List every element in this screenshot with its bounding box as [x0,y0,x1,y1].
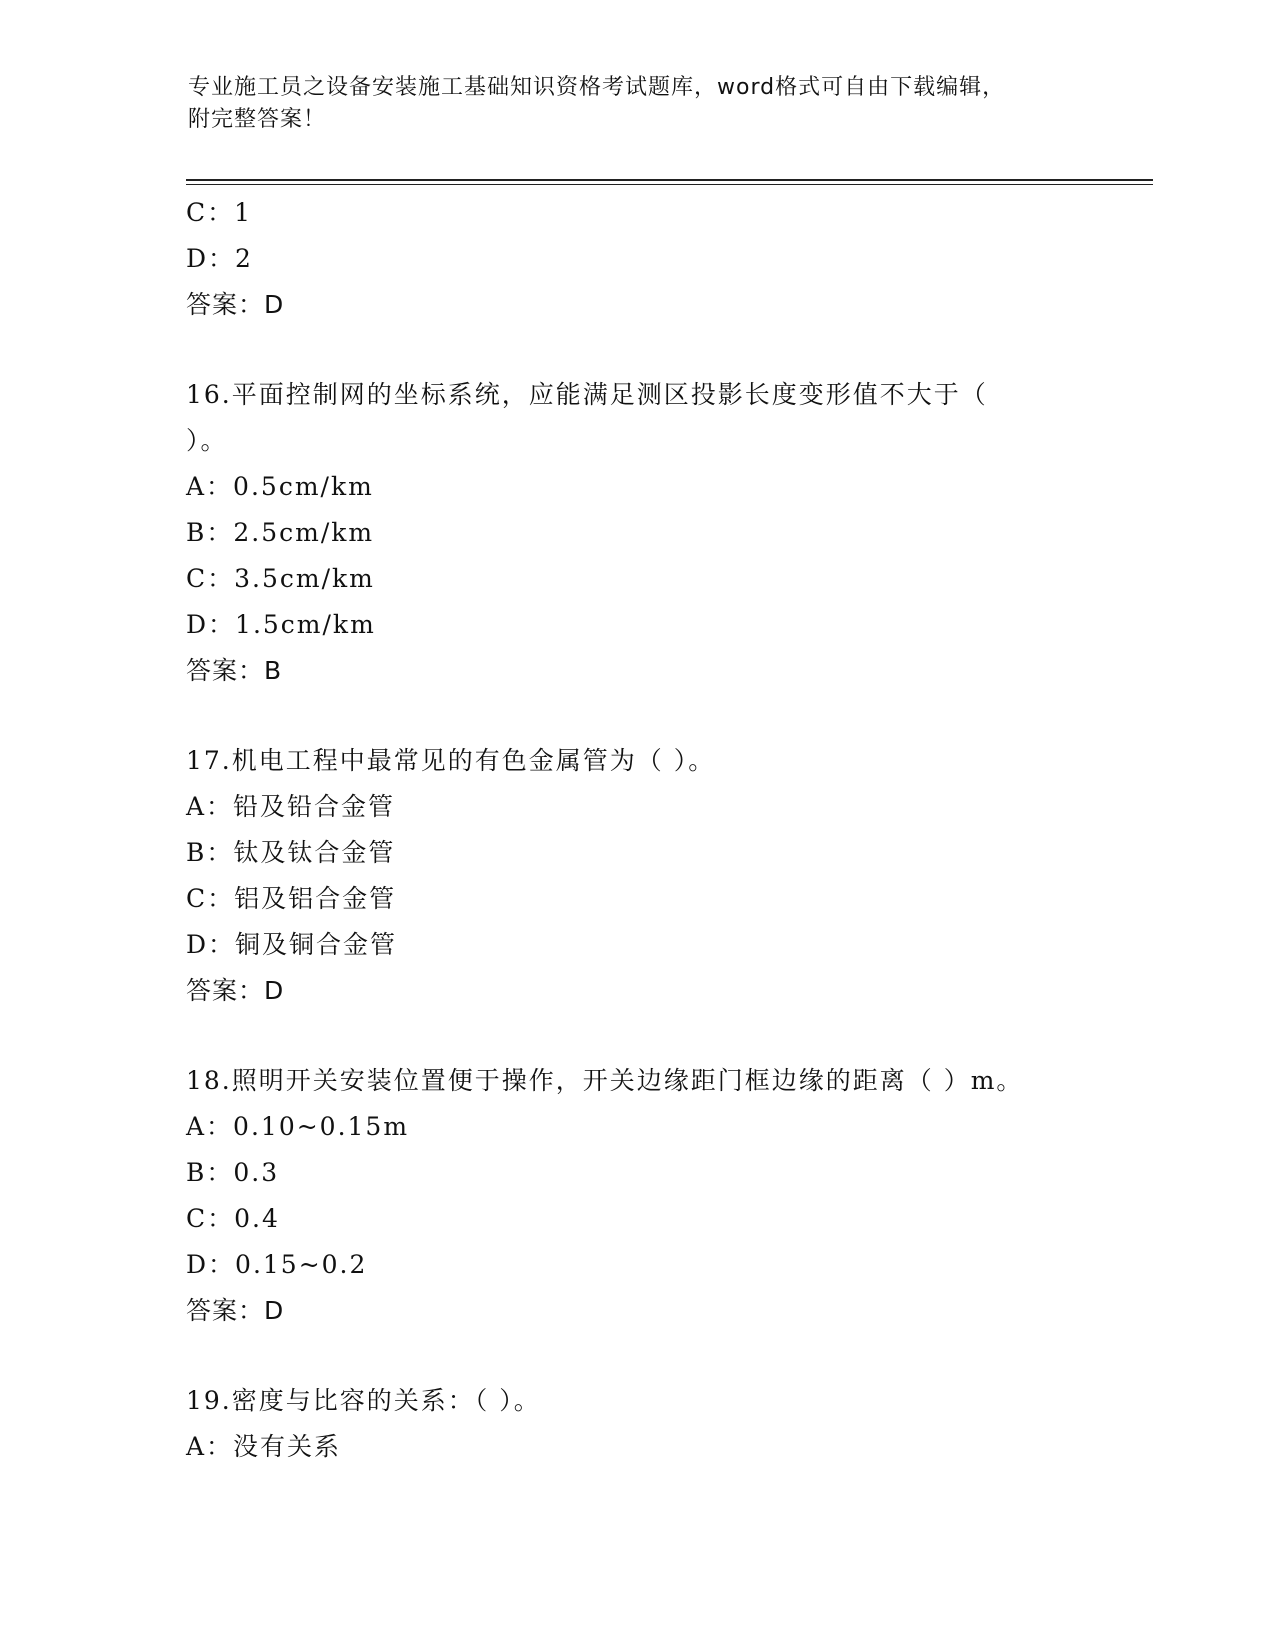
option-d: D：1.5cm/km [186,610,376,639]
option-c: C：0.4 [186,1204,280,1233]
option-d: D：2 [186,244,253,273]
option-a: A：没有关系 [186,1432,342,1461]
option-c: C：3.5cm/km [186,564,375,593]
answer-line: 答案：D [186,1296,285,1325]
answer-line: 答案：D [186,290,285,319]
option-d: D：铜及铜合金管 [186,930,398,959]
question-content [186,190,1146,1470]
spacer [186,328,1146,372]
header-line-1: 专业施工员之设备安装施工基础知识资格考试题库，word格式可自由下载编辑， [188,75,1006,100]
question-block-prev [186,190,1146,328]
question-stem: 18.照明开关安装位置便于操作，开关边缘距门框边缘的距离（ ）m。 [186,1066,1024,1095]
option-a: A：铅及铅合金管 [186,792,396,821]
option-c: C：铝及铝合金管 [186,884,397,913]
option-a: A：0.5cm/km [186,472,374,501]
question-stem: 19.密度与比容的关系：（ ）。 [186,1386,541,1415]
option-b: B：钛及钛合金管 [186,838,396,867]
question-stem: 17.机电工程中最常见的有色金属管为（ ）。 [186,746,716,775]
question-block-18 [186,1058,1146,1334]
option-b: B：0.3 [186,1158,280,1187]
spacer [186,694,1146,738]
spacer [186,1334,1146,1378]
question-block-17 [186,738,1146,1014]
header-divider-thin [186,184,1153,185]
question-block-16 [186,372,1146,694]
document-header [188,72,1088,136]
option-a: A：0.10~0.15m [186,1112,410,1141]
header-divider-thick [186,179,1153,181]
answer-line: 答案：B [186,656,283,685]
header-line-2: 附完整答案！ [188,107,327,132]
option-c: C：1 [186,198,253,227]
question-stem-continued: ）。 [186,426,228,455]
option-d: D：0.15~0.2 [186,1250,368,1279]
question-stem: 16.平面控制网的坐标系统，应能满足测区投影长度变形值不大于（ [186,380,988,409]
option-b: B：2.5cm/km [186,518,375,547]
spacer [186,1014,1146,1058]
answer-line: 答案：D [186,976,285,1005]
question-block-19 [186,1378,1146,1470]
